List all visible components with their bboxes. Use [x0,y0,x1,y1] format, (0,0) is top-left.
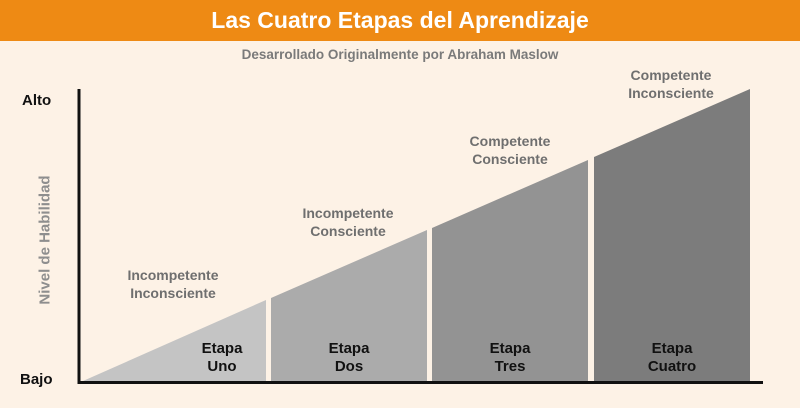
stage-3-desc-line2: Consciente [472,151,548,167]
stage-1-description [123,266,223,302]
y-axis-title: Nivel de Habilidad [36,175,54,305]
stage-1-label-line2: Uno [207,358,237,375]
stage-2-label-line1: Etapa [328,340,370,357]
stage-3-desc-line1: Competente [469,133,551,149]
page-title: Las Cuatro Etapas del Aprendizaje [211,7,589,33]
stage-1-desc-line2: Inconsciente [130,285,216,301]
axis-low-label: Bajo [20,371,53,388]
axis-high-label: Alto [22,92,52,109]
stage-4-desc-line2: Inconsciente [628,85,714,101]
stage-4-segment [594,89,750,381]
stage-3-label-line1: Etapa [489,340,531,357]
stage-1-desc-line1: Incompetente [127,267,219,283]
stage-2-desc-line2: Consciente [310,223,386,239]
stage-2-label [313,340,385,376]
stage-3-description [460,132,560,168]
stage-4-desc-line1: Competente [630,67,712,83]
stage-4-description [621,66,721,102]
stage-2-description [298,204,398,240]
stage-3-label-line2: Tres [494,358,526,375]
stage-4-label-line1: Etapa [651,340,693,357]
stage-1-label [186,340,258,376]
stage-2-desc-line1: Incompetente [302,205,394,221]
stage-2-label-line2: Dos [334,358,364,375]
stage-1-label-line1: Etapa [201,340,243,357]
stage-4-label-line2: Cuatro [647,358,697,375]
subtitle: Desarrollado Originalmente por Abraham Maslow [241,47,559,62]
stage-4-label [636,340,708,376]
stage-3-label [474,340,546,376]
